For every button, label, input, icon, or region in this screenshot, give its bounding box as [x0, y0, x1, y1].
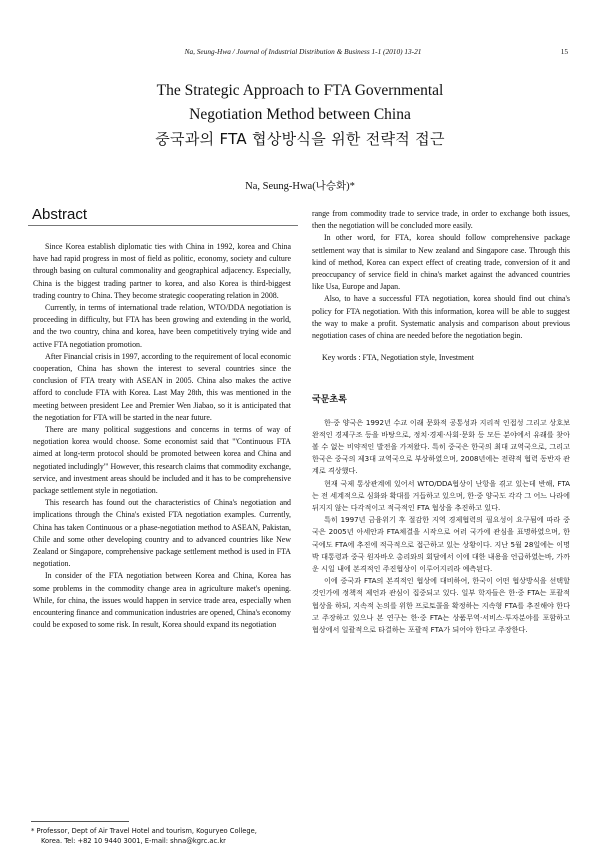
- right-column: [312, 208, 570, 636]
- abstract-rule: [28, 225, 298, 226]
- korean-paragraph: 현재 국제 통상관계에 있어서 WTO/DDA협상이 난항을 겪고 있는데 반해, FTA는 전 세계적으로 심화와 확대를 거듭하고 있으며, 한·중 양국도 각각 그 어느 나라에 뒤지지 않는 다각적이고 적극적인 FTA 협상을 추진하고 있다.: [312, 478, 570, 513]
- abstract-paragraph: Currently, in terms of international trade relation, WTO/DDA negotiation is proceeding in difficulty, but FTA has been growing and extending in the world, and the two country, china and korea, have been competitively trying wide and active FTA negotiation promotion.: [33, 303, 291, 349]
- korean-abstract-heading: 국문초록: [312, 395, 347, 406]
- footnote-rule: [31, 821, 129, 822]
- abstract-heading: Abstract: [32, 206, 88, 223]
- abstract-paragraph: range from commodity trade to service trade, in order to exchange both issues, then the negotiation will be concluded more easily.: [312, 209, 570, 231]
- abstract-paragraph: This research has found out the characteristics of China's negotiation and implications through the China's existed FTA negotiation examples. Currently, China has taken Continuous or a phase-negotiation method to ASEAN, Pakistan, Chile and some other developing country and to advanced countries like New Zealand or Singapore, comprehensive package settlement method is used in FTA negotiation.: [33, 498, 291, 569]
- title-line-1: The Strategic Approach to FTA Governmental: [156, 82, 444, 99]
- korean-paragraph: 한·중 양국은 1992년 수교 이래 문화적 공통성과 지리적 인접성 그리고 상호보완적인 경제구조 등을 바탕으로, 정치·경제·사회·문화 등 모든 분야에서 유래를 찾아 볼 수 없는 비약적인 발전을 가져왔다. 특히 중국은 한국의 최대 교역국으로, 그리고 한국은 중국의 제3대 교역국으로 부상하였으며, 2008년에는 전략적 협력 동반자 관계로 격상했다.: [312, 417, 570, 476]
- title-line-2: Negotiation Method between China: [189, 106, 411, 123]
- footnote-line: * Professor, Dept of Air Travel Hotel and tourism, Koguryeo College,: [31, 827, 257, 835]
- abstract-paragraph: In other word, for FTA, korea should follow comprehensive package settlement way that is similar to New zealand and Singapore case. Through this kind of method, Korea can expect effect of creating trade, conversion of it and preoccupancy of service field in china's market against the advanced countries like Usa, Europe and Japan.: [312, 233, 570, 292]
- korean-abstract: [312, 417, 570, 637]
- abstract-paragraph: After Financial crisis in 1997, according to the requirement of local economic cooperation, China has shown the interest to several countries since the conclusion of FTA treaty with ASEAN in 2005. China also makes the active afford to conclude FTA with Korea. Last May 28th, this was mentioned in the meeting between president Lee and Premier Wen Jiabao, so it is anticipated that the negotiation for FTA will be started in the near future.: [33, 351, 291, 422]
- left-column: [33, 241, 291, 632]
- author-name: Na, Seung-Hwa(나승화)*: [245, 181, 355, 192]
- footnote: [31, 826, 293, 846]
- journal-citation: Na, Seung-Hwa / Journal of Industrial Distribution & Business 1-1 (2010) 13-21: [184, 47, 422, 56]
- abstract-paragraph: There are many political suggestions and concerns in terms of way of negotiation korea would choose. Some economist said that "'Continuous FTA aimed at long-term protocol should be promoted between korea and China and negotiated includingly'" However, this research claims that commodity exchange, service, and investment areas should be included and it has to be comprehensive package settlement style in negotiation.: [33, 425, 291, 496]
- abstract-paragraph: Also, to have a successful FTA negotiation, korea should find out china's policy for FTA negotiation. With this information, korea will be able to suggest the way to make a profit. Systematic analysis and comparison about previous negotiation cases of china are needed before the negotiation begin.: [312, 294, 570, 341]
- keywords: Key words : FTA, Negotiation style, Investment: [322, 353, 474, 363]
- footnote-line: Korea. Tel: +82 10 9440 3001, E-mail: shna@kgrc.ac.kr: [41, 837, 226, 845]
- abstract-paragraph: Since Korea establish diplomatic ties with China in 1992, korea and China have had rapid progress in most of field as politic, economy, society and culture through basing on cultural commonality and geographical adjacency. Especially, China is the biggest trading partner to korea, and also Korea is third-biggest trading country to China. They become strategic cooperating relation in 2008.: [33, 242, 291, 300]
- korean-paragraph: 이에 중국과 FTA의 본격적인 협상에 대비하여, 한국이 어떤 협상방식을 선택할 것인가에 정책적 제언과 관심이 집중되고 있다. 일부 학자들은 한·중 FTA는 포괄적 협상을 하되, 지속적 논의를 위한 프로토콜을 확정하는 지속형 FTA를 추진해야 한다고 주장하고 있으나 본 연구는 한·중 FTA는 상품무역·서비스·투자분야를 포함하고 협상에서 일괄적으로 타결하는 포괄적 FTA가 되어야 한다고 주장한다.: [312, 576, 570, 635]
- running-header: [38, 47, 568, 61]
- korean-title: 중국과의 FTA 협상방식을 위한 전략적 접근: [155, 130, 445, 148]
- abstract-paragraph: In consider of the FTA negotiation between Korea and China, Korea has some problems in the commodity change area in agriculture maket's opening. While, for china, the issues would happen in service trade area, especially when encountering finance and communication industries are opened, China's economy could be exposed to some risk. In result, Korea should expand its negotiation: [33, 571, 292, 630]
- page-number: 15: [560, 47, 568, 56]
- korean-paragraph: 특히 1997년 금융위기 후 절감한 지역 경제협력의 필요성이 요구됨에 따라 중국은 2005년 아세안과 FTA체결을 시작으로 여러 국가에 관심을 표명하였으며, 한국에도 FTA에 추진에 적극적으로 접근하고 있는 상황이다. 지난 5월 28일에는 이명박 대통령과 중국 원자바오 총리와의 회담에서 이에 대한 내용을 언급하였는바, 가까운 시일 내에 본격적인 주진협상이 이루어지리라 예측된다.: [312, 515, 570, 574]
